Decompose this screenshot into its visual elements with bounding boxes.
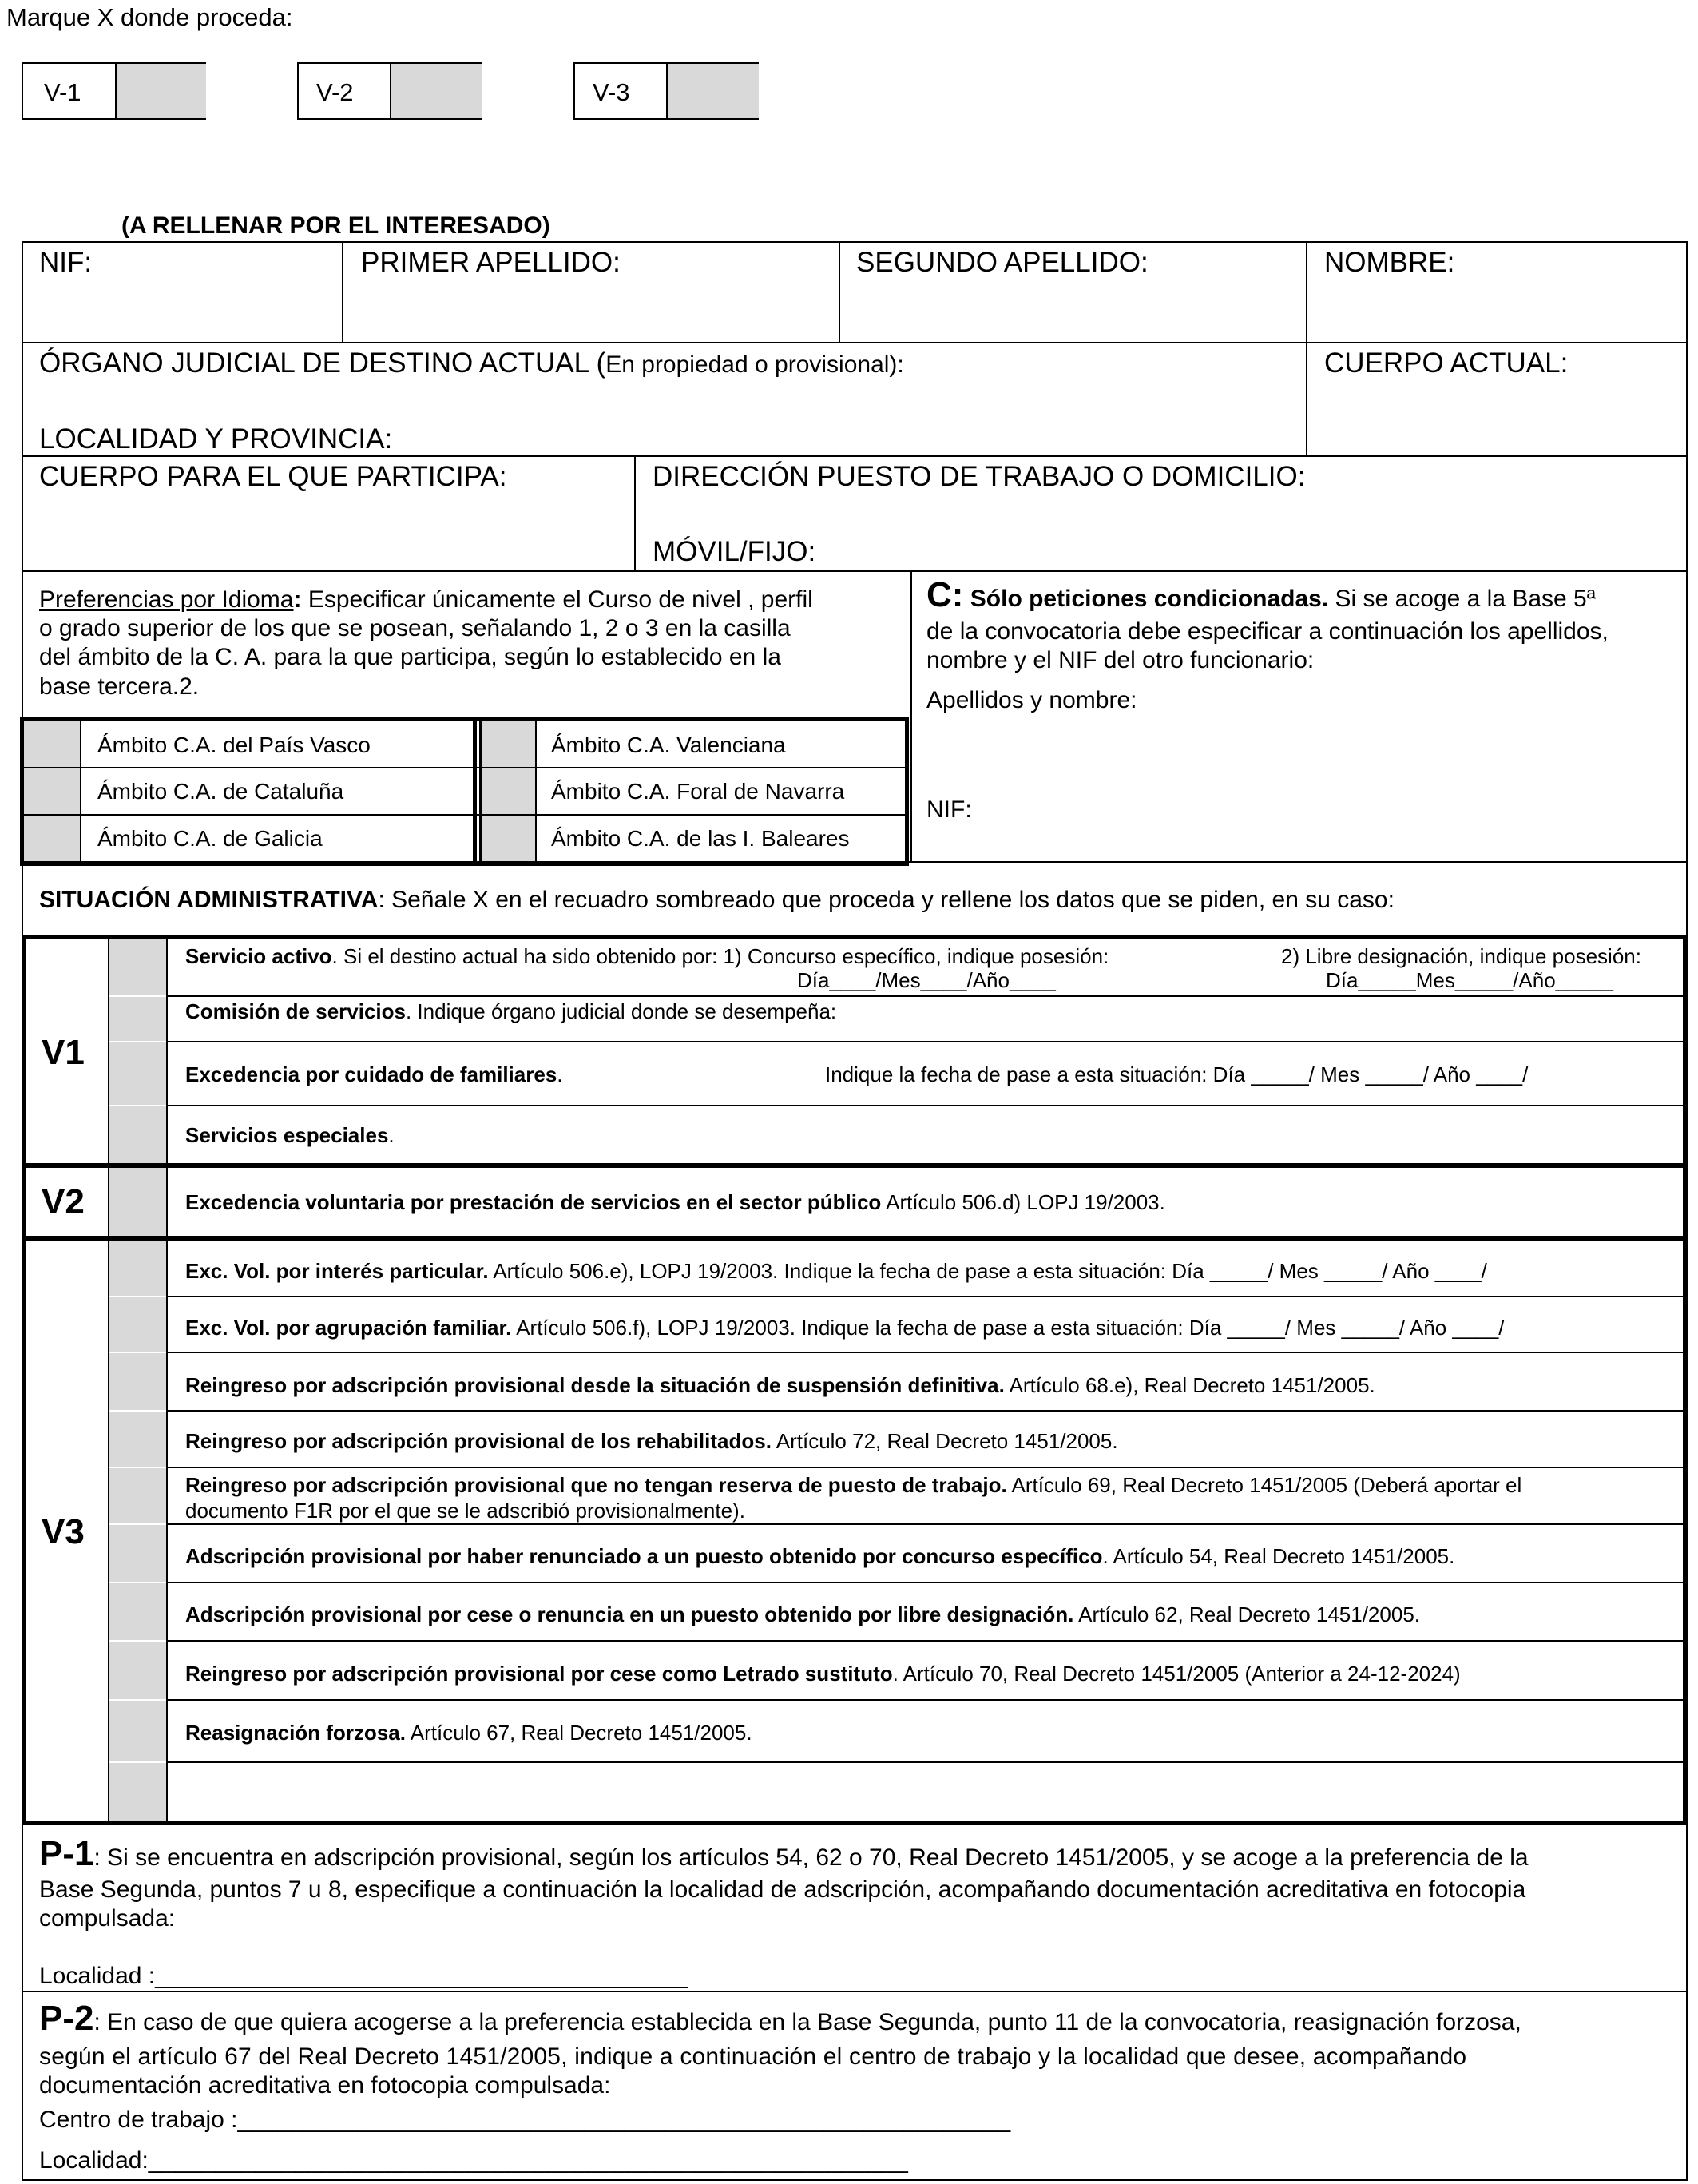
v3-row-5-bold: Reingreso por adscripción provisional que no tengan reserva de puesto de trabajo.	[185, 1473, 1007, 1497]
v3-checkbox-8[interactable]	[109, 1642, 166, 1699]
v3-row-4-bold: Reingreso por adscripción provisional de los rehabilitados.	[185, 1429, 772, 1453]
idioma-line4: base tercera.2.	[39, 673, 200, 700]
comision-bold: Comisión de servicios	[185, 999, 406, 1023]
v1-checkbox-servicio-activo[interactable]	[109, 939, 166, 995]
cuerpo-actual-field[interactable]	[1310, 387, 1685, 454]
v3-row-1	[185, 1260, 1487, 1284]
primer-apellido-field[interactable]	[345, 288, 837, 340]
v3-checkbox-3[interactable]	[109, 1353, 166, 1410]
primer-apellido-label: PRIMER APELLIDO:	[361, 247, 621, 278]
segundo-apellido-label: SEGUNDO APELLIDO:	[856, 247, 1149, 278]
idioma-option-navarra: Ámbito C.A. Foral de Navarra	[551, 779, 845, 804]
v3-row-3-bold: Reingreso por adscripción provisional desde la situación de suspensión definitiva.	[185, 1373, 1005, 1397]
p1-line3: compulsada:	[39, 1905, 176, 1932]
v3-row-1-bold: Exc. Vol. por interés particular.	[185, 1259, 489, 1283]
excedencia-familiares-rest: .	[557, 1062, 563, 1086]
p2-line3: documentación acreditativa en fotocopia compulsada:	[39, 2072, 611, 2099]
organo-label	[39, 347, 904, 379]
excedencia-familiares-bold: Excedencia por cuidado de familiares	[185, 1062, 557, 1086]
v3-row-7-rest: Artículo 62, Real Decreto 1451/2005.	[1073, 1602, 1420, 1626]
servicio-activo-rest: . Si el destino actual ha sido obtenido por: 1) Concurso específico, indique posesión:	[331, 944, 1109, 968]
v3-checkbox-4[interactable]	[109, 1412, 166, 1467]
direccion-label: DIRECCIÓN PUESTO DE TRABAJO O DOMICILIO:	[653, 461, 1306, 492]
condicionadas-line3: nombre y el NIF del otro funcionario:	[926, 647, 1315, 673]
p2-centro-field[interactable]: Centro de trabajo :__________________________________________________________	[39, 2107, 1011, 2133]
option-v3-label: V-3	[593, 78, 630, 106]
idioma-line2: o grado superior de los que se posean, señalando 1, 2 o 3 en la casilla	[39, 615, 791, 641]
condicionadas-line1	[926, 575, 1596, 616]
movil-label: MÓVIL/FIJO:	[653, 536, 816, 567]
v2-checkbox[interactable]	[109, 1168, 166, 1236]
v3-checkbox-10[interactable]	[109, 1763, 166, 1821]
idioma-option-cataluna: Ámbito C.A. de Cataluña	[97, 779, 344, 804]
idioma-line1	[39, 586, 813, 614]
v3-row-8	[185, 1662, 1461, 1686]
cuerpo-participa-field[interactable]	[24, 498, 633, 569]
v2-text	[185, 1191, 1165, 1215]
idioma-checkbox-galicia[interactable]	[24, 816, 80, 862]
excedencia-familiares-text	[185, 1063, 563, 1087]
option-v1-label: V-1	[44, 78, 81, 106]
v3-checkbox-7[interactable]	[109, 1583, 166, 1640]
v3-row-2-bold: Exc. Vol. por agrupación familiar.	[185, 1316, 512, 1340]
p2-line1	[39, 1999, 1521, 2039]
condicionadas-c: C:	[926, 575, 964, 614]
v3-row-2-rest: Artículo 506.f), LOPJ 19/2003. Indique la fecha de pase a esta situación: Día _____/ Mes _____/ Año ____/	[511, 1316, 1505, 1340]
idioma-option-baleares: Ámbito C.A. de las I. Baleares	[551, 826, 850, 851]
condicionadas-bold: Sólo peticiones condicionadas.	[963, 586, 1329, 612]
idioma-colon: :	[293, 586, 302, 613]
condicionadas-nif-label: NIF:	[926, 796, 972, 823]
servicio-activo-text	[185, 945, 1109, 969]
p1-line2: Base Segunda, puntos 7 u 8, especifique a continuación la localidad de adscripción, acompañando documentación acreditativa en fotocopia	[39, 1876, 1526, 1903]
v3-row-6-bold: Adscripción provisional por haber renunciado a un puesto obtenido por concurso específico	[185, 1544, 1103, 1568]
v3-row-4-rest: Artículo 72, Real Decreto 1451/2005.	[771, 1429, 1118, 1453]
apellidos-nombre-label: Apellidos y nombre:	[926, 687, 1137, 713]
p1-label: P-1	[39, 1834, 94, 1873]
p2-label: P-2	[39, 1999, 94, 2038]
v3-row-4	[185, 1430, 1118, 1454]
libre-designacion-text: 2) Libre designación, indique posesión:	[1281, 944, 1641, 968]
idioma-line3: del ámbito de la C. A. para la que participa, según lo establecido en la	[39, 644, 781, 670]
idioma-title: Preferencias por Idioma	[39, 586, 294, 613]
idioma-checkbox-navarra[interactable]	[482, 768, 535, 814]
v2-text-bold: Excedencia voluntaria por prestación de servicios en el sector público	[185, 1190, 882, 1214]
v3-row-9-bold: Reasignación forzosa.	[185, 1721, 406, 1745]
v3-row-5	[185, 1474, 1521, 1498]
option-v1[interactable]	[22, 62, 206, 120]
condicionadas-rest: Si se acoge a la Base 5ª	[1328, 586, 1596, 612]
p1-localidad-field[interactable]: Localidad :________________________________________	[39, 1963, 688, 1989]
v3-row-6	[185, 1545, 1454, 1569]
v3-checkbox-9[interactable]	[109, 1701, 166, 1761]
nombre-field[interactable]	[1310, 288, 1685, 340]
idioma-checkbox-valenciana[interactable]	[482, 721, 535, 767]
v1-checkbox-servicios-especiales[interactable]	[109, 1106, 166, 1163]
servicios-especiales-rest: .	[388, 1123, 395, 1147]
idioma-option-galicia: Ámbito C.A. de Galicia	[97, 826, 323, 851]
v3-row-3	[185, 1374, 1375, 1398]
v3-row-3-rest: Artículo 68.e), Real Decreto 1451/2005.	[1004, 1373, 1375, 1397]
p1-line1-text: : Si se encuentra en adscripción provisional, según los artículos 54, 62 o 70, Real Decreto 1451/2005, y se acoge a la preferencia de la	[93, 1844, 1529, 1871]
p2-localidad-field[interactable]: Localidad:_________________________________________________________	[39, 2147, 908, 2174]
v3-row-2	[185, 1316, 1505, 1340]
condicionadas-line2: de la convocatoria debe especificar a continuación los apellidos,	[926, 618, 1609, 645]
idioma-option-valenciana: Ámbito C.A. Valenciana	[551, 733, 786, 757]
p2-line1-text: : En caso de que quiera acogerse a la preferencia establecida en la Base Segunda, punto 11 de la convocatoria, reasignación forzosa,	[93, 2009, 1521, 2035]
v3-row-7	[185, 1603, 1420, 1627]
situacion-heading	[39, 887, 1395, 915]
v1-label: V1	[42, 1033, 85, 1072]
option-v2-label: V-2	[316, 78, 354, 106]
servicio-activo-fecha2: Día_____Mes_____/Año_____	[1326, 968, 1613, 992]
v3-row-8-bold: Reingreso por adscripción provisional por cese como Letrado sustituto	[185, 1662, 893, 1686]
comision-rest: . Indique órgano judicial donde se desempeña:	[405, 999, 837, 1023]
v3-checkbox-2[interactable]	[109, 1297, 166, 1352]
idioma-option-pais-vasco: Ámbito C.A. del País Vasco	[97, 733, 371, 757]
v3-row-9-rest: Artículo 67, Real Decreto 1451/2005.	[405, 1721, 752, 1745]
servicios-especiales-bold: Servicios especiales	[185, 1123, 389, 1147]
apellidos-nombre-field[interactable]	[918, 719, 1684, 791]
servicio-activo-bold: Servicio activo	[185, 944, 332, 968]
nif-field[interactable]	[24, 288, 340, 340]
v3-row-6-rest: . Artículo 54, Real Decreto 1451/2005.	[1102, 1544, 1455, 1568]
v3-row-8-rest: . Artículo 70, Real Decreto 1451/2005 (Anterior a 24-12-2024)	[892, 1662, 1461, 1686]
idioma-checkbox-cataluna[interactable]	[24, 768, 80, 814]
nif-label: NIF:	[39, 247, 93, 278]
idioma-line1-text: Especificar únicamente el Curso de nivel , perfil	[301, 586, 813, 613]
servicio-activo-fecha1: Día____/Mes____/Año____	[797, 968, 1056, 992]
situacion-rest: : Señale X en el recuadro sombreado que proceda y rellene los datos que se piden, en su caso:	[378, 887, 1395, 913]
instruction-text: Marque X donde proceda:	[6, 3, 293, 31]
applicant-heading: (A RELLENAR POR EL INTERESADO)	[121, 212, 550, 239]
organo-label-main: ÓRGANO JUDICIAL DE DESTINO ACTUAL (	[39, 347, 606, 379]
localidad-provincia-label: LOCALIDAD Y PROVINCIA:	[39, 423, 393, 455]
idioma-checkbox-baleares[interactable]	[482, 816, 535, 862]
v3-label: V3	[42, 1512, 85, 1551]
v1-checkbox-comision[interactable]	[109, 997, 166, 1041]
nombre-label: NOMBRE:	[1324, 247, 1455, 278]
option-v2[interactable]	[297, 62, 482, 120]
v3-checkbox-5[interactable]	[109, 1468, 166, 1523]
condicionadas-nif-field[interactable]	[982, 791, 1677, 855]
v3-row-5-rest: Artículo 69, Real Decreto 1451/2005 (Deberá aportar el	[1006, 1473, 1522, 1497]
cuerpo-actual-label: CUERPO ACTUAL:	[1324, 347, 1569, 379]
servicios-especiales-text	[185, 1124, 395, 1148]
option-v3-checkbox[interactable]	[666, 64, 759, 118]
organo-label-small: En propiedad o provisional):	[605, 351, 904, 378]
v3-row-1-rest: Artículo 506.e), LOPJ 19/2003. Indique la fecha de pase a esta situación: Día _____/ Mes _____/ Año ____/	[488, 1259, 1487, 1283]
segundo-apellido-field[interactable]	[842, 288, 1304, 340]
p2-line2: según el artículo 67 del Real Decreto 1451/2005, indique a continuación el centro de trabajo y la localidad que desee, acompañando	[39, 2043, 1467, 2070]
v2-label: V2	[42, 1182, 85, 1221]
idioma-checkbox-pais-vasco[interactable]	[24, 721, 80, 767]
v3-row-7-bold: Adscripción provisional por cese o renuncia en un puesto obtenido por libre designación.	[185, 1602, 1074, 1626]
v2-text-rest: Artículo 506.d) LOPJ 19/2003.	[881, 1190, 1165, 1214]
p1-line1	[39, 1834, 1529, 1875]
cuerpo-participa-label: CUERPO PARA EL QUE PARTICIPA:	[39, 461, 507, 492]
option-v3[interactable]	[573, 62, 759, 120]
v1-checkbox-excedencia-familiares[interactable]	[109, 1042, 166, 1105]
v3-checkbox-1[interactable]	[109, 1241, 166, 1296]
v3-row-9	[185, 1721, 752, 1745]
v3-checkbox-6[interactable]	[109, 1525, 166, 1582]
comision-text	[185, 1000, 836, 1024]
excedencia-familiares-fecha: Indique la fecha de pase a esta situación: Día _____/ Mes _____/ Año ____/	[825, 1062, 1529, 1086]
option-v2-checkbox[interactable]	[390, 64, 482, 118]
situacion-title: SITUACIÓN ADMINISTRATIVA	[39, 887, 379, 913]
v3-row-5-line2: documento F1R por el que se le adscribió provisionalmente).	[185, 1499, 745, 1523]
option-v1-checkbox[interactable]	[115, 64, 206, 118]
